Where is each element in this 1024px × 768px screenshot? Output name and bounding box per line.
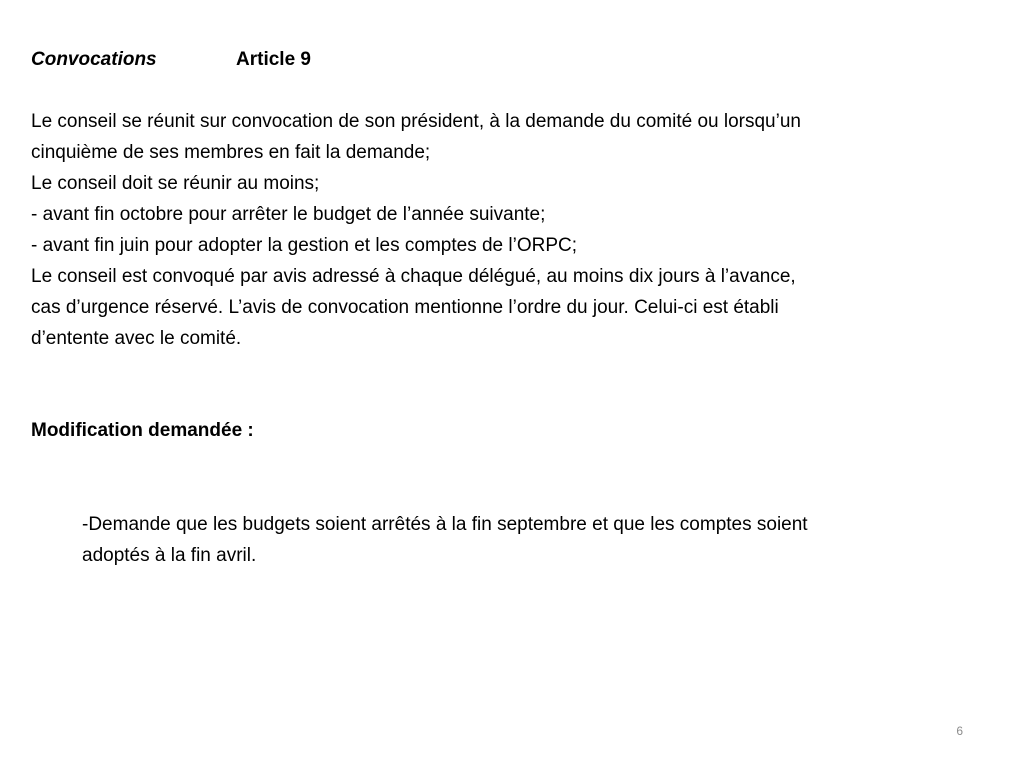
spacer	[31, 446, 993, 509]
body-line: cas d’urgence réservé. L’avis de convocation mentionne l’ordre du jour. Celui-ci est établi	[31, 297, 779, 318]
section-name: Convocations	[31, 49, 157, 70]
modification-heading: Modification demandée :	[31, 420, 254, 441]
body-line: - avant fin juin pour adopter la gestion et les comptes de l’ORPC;	[31, 235, 578, 256]
article-body	[31, 106, 993, 354]
page-number: 6	[956, 724, 963, 738]
body-line: d’entente avec le comité.	[31, 328, 242, 349]
spacer	[31, 354, 993, 415]
body-line: Le conseil doit se réunir au moins;	[31, 173, 320, 194]
body-line: Le conseil est convoqué par avis adressé à chaque délégué, au moins dix jours à l’avance,	[31, 266, 796, 287]
body-line: cinquième de ses membres en fait la demande;	[31, 142, 431, 163]
article-number: Article 9	[236, 49, 311, 70]
body-line: - avant fin octobre pour arrêter le budget de l’année suivante;	[31, 204, 546, 225]
slide-content	[31, 44, 993, 571]
body-line: Le conseil se réunit sur convocation de son président, à la demande du comité ou lorsqu’un	[31, 111, 801, 132]
request-line: adoptés à la fin avril.	[82, 545, 257, 566]
requested-modification	[82, 509, 987, 571]
article-header	[31, 44, 993, 75]
request-line: -Demande que les budgets soient arrêtés à la fin septembre et que les comptes soient	[82, 514, 808, 535]
spacer	[31, 75, 993, 106]
